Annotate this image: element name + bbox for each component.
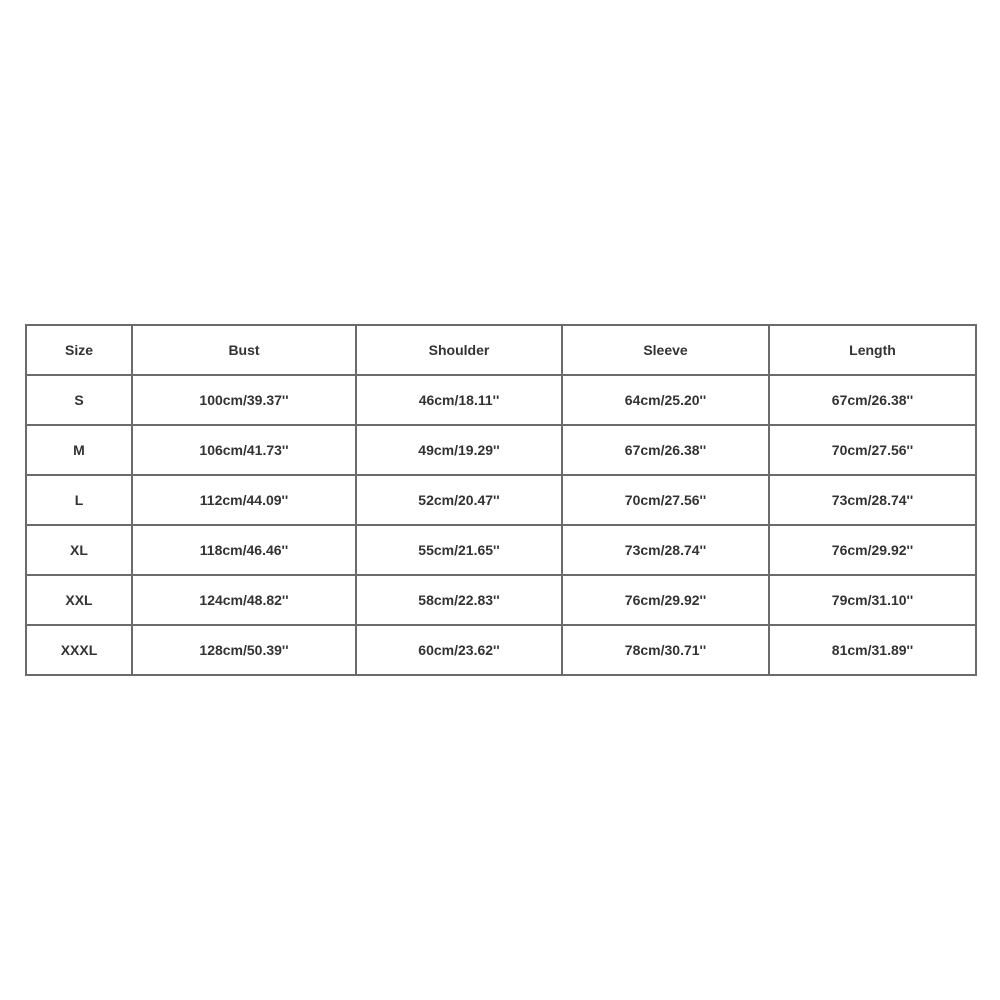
cell-sleeve: 67cm/26.38''	[562, 425, 769, 475]
cell-size: XL	[26, 525, 132, 575]
cell-shoulder: 49cm/19.29''	[356, 425, 562, 475]
cell-sleeve: 64cm/25.20''	[562, 375, 769, 425]
cell-sleeve: 70cm/27.56''	[562, 475, 769, 525]
cell-bust: 124cm/48.82''	[132, 575, 356, 625]
cell-sleeve: 76cm/29.92''	[562, 575, 769, 625]
table-row	[26, 375, 976, 425]
cell-length: 70cm/27.56''	[769, 425, 976, 475]
table-row	[26, 625, 976, 675]
table-row	[26, 525, 976, 575]
size-chart-table	[25, 324, 977, 676]
cell-length: 79cm/31.10''	[769, 575, 976, 625]
cell-shoulder: 52cm/20.47''	[356, 475, 562, 525]
cell-size: XXL	[26, 575, 132, 625]
cell-sleeve: 78cm/30.71''	[562, 625, 769, 675]
table-row	[26, 475, 976, 525]
cell-length: 73cm/28.74''	[769, 475, 976, 525]
table-body	[26, 375, 976, 675]
cell-size: L	[26, 475, 132, 525]
cell-bust: 118cm/46.46''	[132, 525, 356, 575]
table-header	[26, 325, 976, 375]
cell-bust: 112cm/44.09''	[132, 475, 356, 525]
cell-shoulder: 46cm/18.11''	[356, 375, 562, 425]
cell-length: 67cm/26.38''	[769, 375, 976, 425]
cell-bust: 100cm/39.37''	[132, 375, 356, 425]
cell-shoulder: 58cm/22.83''	[356, 575, 562, 625]
cell-bust: 106cm/41.73''	[132, 425, 356, 475]
cell-bust: 128cm/50.39''	[132, 625, 356, 675]
header-bust: Bust	[132, 325, 356, 375]
cell-size: XXXL	[26, 625, 132, 675]
header-shoulder: Shoulder	[356, 325, 562, 375]
cell-size: M	[26, 425, 132, 475]
header-row	[26, 325, 976, 375]
header-sleeve: Sleeve	[562, 325, 769, 375]
cell-sleeve: 73cm/28.74''	[562, 525, 769, 575]
cell-length: 81cm/31.89''	[769, 625, 976, 675]
cell-length: 76cm/29.92''	[769, 525, 976, 575]
cell-size: S	[26, 375, 132, 425]
cell-shoulder: 60cm/23.62''	[356, 625, 562, 675]
table-row	[26, 575, 976, 625]
header-length: Length	[769, 325, 976, 375]
cell-shoulder: 55cm/21.65''	[356, 525, 562, 575]
table-row	[26, 425, 976, 475]
header-size: Size	[26, 325, 132, 375]
